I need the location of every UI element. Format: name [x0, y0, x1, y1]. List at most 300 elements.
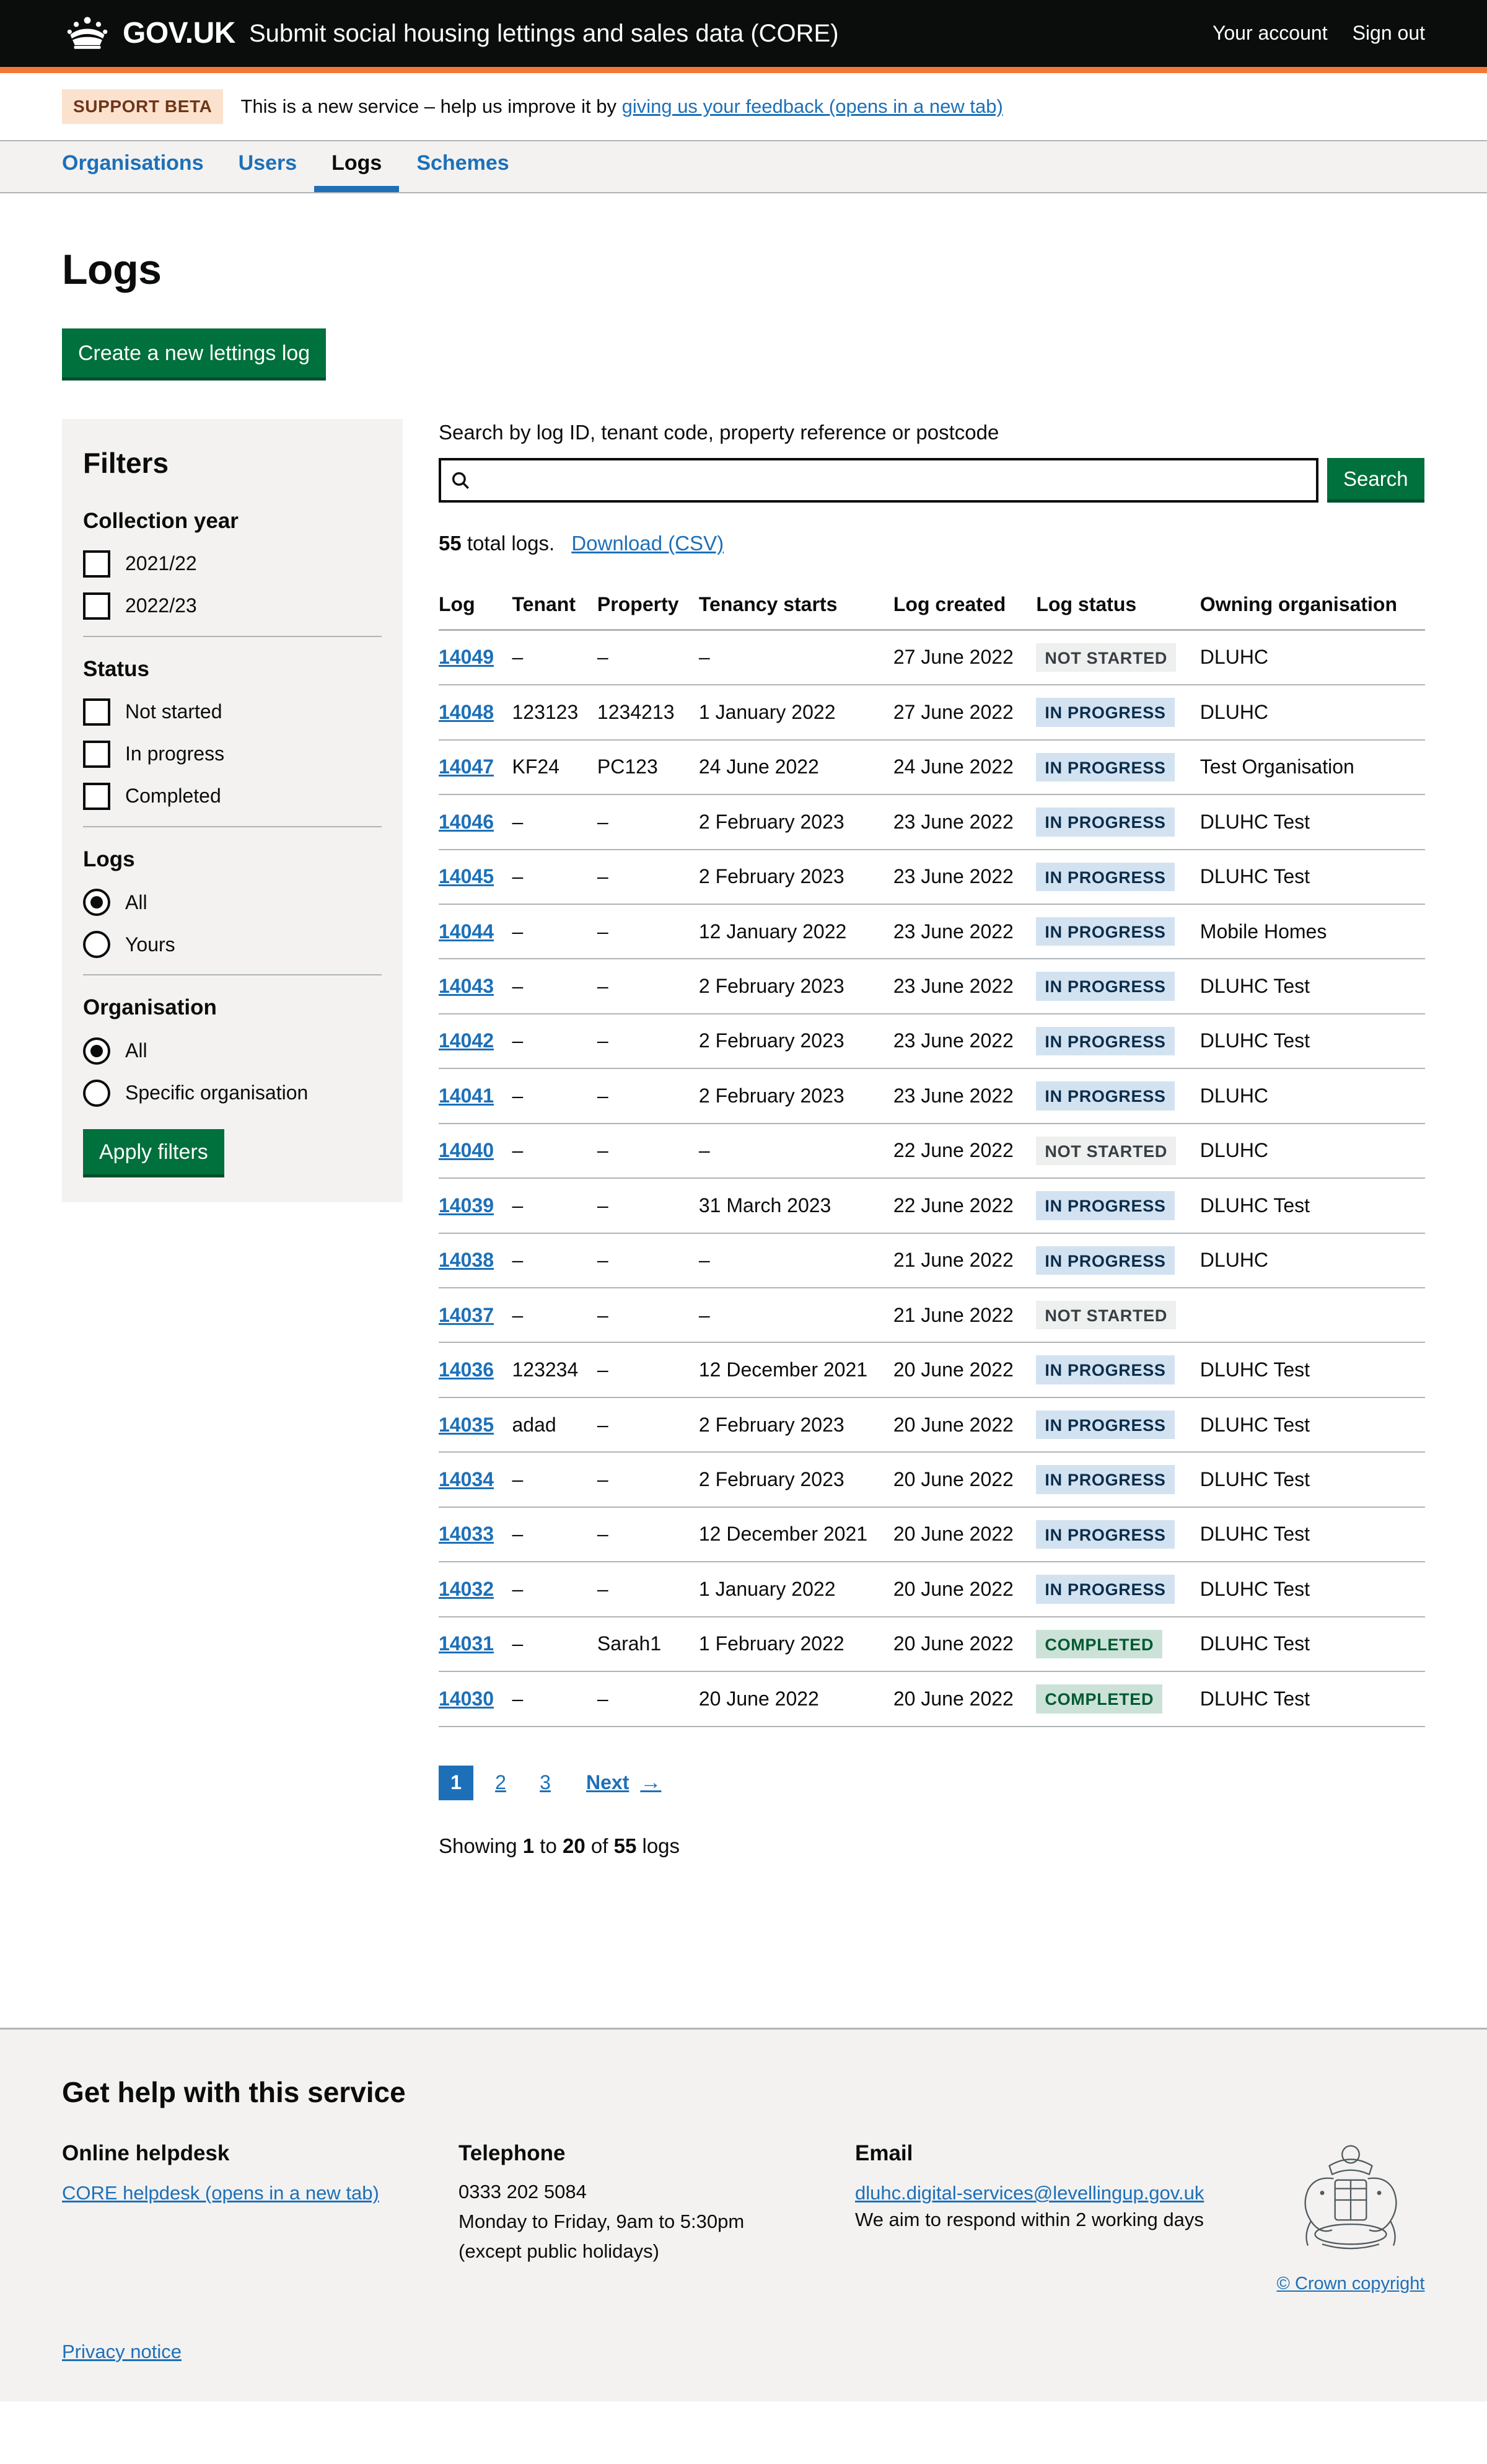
cell-tenancy-starts: 12 December 2021	[699, 1342, 893, 1397]
log-id-link[interactable]: 14031	[439, 1632, 494, 1655]
cell-owning-organisation: DLUHC Test	[1200, 794, 1425, 849]
download-csv-link[interactable]: Download (CSV)	[571, 532, 724, 555]
phase-tag: SUPPORT BETA	[62, 89, 223, 124]
main-content	[0, 193, 1487, 1991]
cell-tenancy-starts: 12 January 2022	[699, 904, 893, 959]
table-row	[439, 1507, 1425, 1562]
cell-log-status	[1036, 904, 1200, 959]
govuk-logo-text: GOV.UK	[123, 16, 235, 50]
nav-item-users[interactable]: Users	[238, 151, 297, 175]
cell-property: –	[597, 1068, 699, 1123]
sign-out-link[interactable]: Sign out	[1352, 22, 1425, 45]
filter-option-label: Not started	[125, 700, 222, 723]
pagination-next-link[interactable]	[586, 1769, 661, 1797]
filter-divider	[83, 826, 382, 827]
filter-group-collection-year	[83, 506, 382, 620]
cell-property: –	[597, 1397, 699, 1452]
log-id-link[interactable]: 14047	[439, 755, 494, 778]
phase-banner-message: This is a new service – help us improve it by	[240, 95, 616, 117]
log-id-link[interactable]: 14045	[439, 865, 494, 888]
cell-log-created: 20 June 2022	[893, 1507, 1037, 1562]
cell-owning-organisation: DLUHC Test	[1200, 1178, 1425, 1233]
results-summary	[439, 530, 1425, 558]
cell-tenancy-starts: 31 March 2023	[699, 1178, 893, 1233]
cell-property: –	[597, 904, 699, 959]
column-header-tenancy-starts: Tenancy starts	[699, 580, 893, 630]
column-header-log-status: Log status	[1036, 580, 1200, 630]
cell-owning-organisation: DLUHC Test	[1200, 1562, 1425, 1616]
filter-option-in-progress[interactable]	[83, 741, 382, 768]
cell-log-status	[1036, 794, 1200, 849]
log-id-link[interactable]: 14044	[439, 920, 494, 943]
cell-owning-organisation: DLUHC	[1200, 1233, 1425, 1288]
column-header-tenant: Tenant	[512, 580, 597, 630]
cell-property: –	[597, 794, 699, 849]
log-id-link[interactable]: 14049	[439, 646, 494, 669]
cell-owning-organisation: DLUHC	[1200, 630, 1425, 685]
search-box[interactable]	[439, 458, 1318, 503]
privacy-notice-link[interactable]: Privacy notice	[62, 2340, 182, 2362]
cell-owning-organisation: Test Organisation	[1200, 740, 1425, 794]
log-id-link[interactable]: 14041	[439, 1084, 494, 1107]
cell-log	[439, 1562, 512, 1616]
column-header-log-created: Log created	[893, 580, 1037, 630]
log-id-link[interactable]: 14046	[439, 810, 494, 833]
table-row	[439, 1233, 1425, 1288]
cell-log	[439, 1233, 512, 1288]
phase-banner	[0, 73, 1487, 141]
cell-tenancy-starts: –	[699, 630, 893, 685]
cell-owning-organisation: DLUHC Test	[1200, 1397, 1425, 1452]
cell-log	[439, 1014, 512, 1068]
cell-owning-organisation: DLUHC Test	[1200, 1671, 1425, 1726]
filters-panel	[62, 419, 403, 1202]
crown-icon	[62, 15, 113, 51]
cell-owning-organisation: DLUHC Test	[1200, 850, 1425, 904]
cell-log-status	[1036, 959, 1200, 1013]
table-row	[439, 1562, 1425, 1616]
cell-property: –	[597, 959, 699, 1013]
cell-log	[439, 1452, 512, 1507]
nav-item-logs[interactable]: Logs	[314, 141, 399, 192]
cell-tenancy-starts: –	[699, 1124, 893, 1178]
cell-tenant: 123234	[512, 1342, 597, 1397]
status-badge: IN PROGRESS	[1036, 1027, 1174, 1055]
cell-log-status	[1036, 740, 1200, 794]
filter-group-title-status: Status	[83, 656, 149, 681]
cell-log	[439, 850, 512, 904]
cell-tenant: –	[512, 1452, 597, 1507]
cell-owning-organisation: DLUHC Test	[1200, 1507, 1425, 1562]
filter-group-title-logs: Logs	[83, 847, 135, 872]
status-badge: IN PROGRESS	[1036, 1575, 1174, 1603]
cell-log-created: 20 June 2022	[893, 1671, 1037, 1726]
cell-tenancy-starts: 24 June 2022	[699, 740, 893, 794]
showing-total: 55	[613, 1834, 637, 1857]
cell-property: –	[597, 1452, 699, 1507]
cell-property: 1234213	[597, 685, 699, 739]
status-badge: IN PROGRESS	[1036, 917, 1174, 946]
table-row	[439, 959, 1425, 1013]
status-badge: IN PROGRESS	[1036, 1246, 1174, 1275]
cell-property: –	[597, 1014, 699, 1068]
cell-property: –	[597, 630, 699, 685]
cell-log	[439, 1671, 512, 1726]
log-id-link[interactable]: 14039	[439, 1194, 494, 1217]
cell-tenant: –	[512, 904, 597, 959]
cell-property: –	[597, 1124, 699, 1178]
filter-option-label: In progress	[125, 742, 225, 765]
table-row	[439, 850, 1425, 904]
table-row	[439, 740, 1425, 794]
filter-option-organisation-all[interactable]	[83, 1037, 382, 1065]
status-badge: IN PROGRESS	[1036, 807, 1174, 836]
filter-option-label: Yours	[125, 933, 175, 956]
cell-log-status	[1036, 1233, 1200, 1288]
cell-tenant: –	[512, 1288, 597, 1342]
email-title: Email	[855, 2141, 913, 2165]
cell-log	[439, 1178, 512, 1233]
cell-property: Sarah1	[597, 1617, 699, 1671]
crown-copyright-link[interactable]: © Crown copyright	[1276, 2274, 1425, 2294]
table-row	[439, 1671, 1425, 1726]
status-badge: IN PROGRESS	[1036, 698, 1174, 726]
filter-option-2021-22[interactable]	[83, 550, 382, 578]
log-id-link[interactable]: 14040	[439, 1139, 494, 1162]
cell-tenancy-starts: 2 February 2023	[699, 1068, 893, 1123]
cell-tenant: –	[512, 794, 597, 849]
log-id-link[interactable]: 14036	[439, 1358, 494, 1381]
log-id-link[interactable]: 14042	[439, 1029, 494, 1052]
log-id-link[interactable]: 14030	[439, 1687, 494, 1710]
filter-option-logs-yours[interactable]	[83, 931, 382, 958]
cell-log-created: 23 June 2022	[893, 1014, 1037, 1068]
cell-tenant: –	[512, 850, 597, 904]
core-helpdesk-link[interactable]: CORE helpdesk (opens in a new tab)	[62, 2182, 379, 2204]
table-row	[439, 1068, 1425, 1123]
page-title: Logs	[62, 245, 162, 293]
cell-log	[439, 685, 512, 739]
column-header-property: Property	[597, 580, 699, 630]
cell-property: PC123	[597, 740, 699, 794]
status-badge: IN PROGRESS	[1036, 863, 1174, 891]
filter-option-label: Specific organisation	[125, 1081, 309, 1104]
status-badge: IN PROGRESS	[1036, 1081, 1174, 1110]
cell-log-status	[1036, 850, 1200, 904]
cell-log	[439, 1068, 512, 1123]
filter-option-logs-all[interactable]	[83, 889, 382, 916]
status-badge: IN PROGRESS	[1036, 1520, 1174, 1549]
cell-log-created: 23 June 2022	[893, 959, 1037, 1013]
cell-tenant: –	[512, 1014, 597, 1068]
search-label: Search by log ID, tenant code, property reference or postcode	[439, 421, 999, 444]
status-badge: IN PROGRESS	[1036, 1191, 1174, 1220]
cell-log-created: 27 June 2022	[893, 630, 1037, 685]
log-id-link[interactable]: 14034	[439, 1467, 494, 1490]
column-header-owning-organisation: Owning organisation	[1200, 580, 1425, 630]
pagination-page-1[interactable]: 1	[439, 1766, 473, 1800]
status-badge: NOT STARTED	[1036, 1137, 1176, 1165]
cell-property: –	[597, 1562, 699, 1616]
cell-owning-organisation: DLUHC	[1200, 1068, 1425, 1123]
table-row	[439, 1288, 1425, 1342]
cell-log	[439, 794, 512, 849]
filters-heading: Filters	[83, 447, 169, 480]
filter-group-status	[83, 654, 382, 810]
filter-option-label: Completed	[125, 785, 221, 807]
telephone-hours: Monday to Friday, 9am to 5:30pm	[458, 2210, 745, 2232]
cell-log-status	[1036, 1617, 1200, 1671]
cell-log	[439, 1342, 512, 1397]
cell-log-created: 23 June 2022	[893, 850, 1037, 904]
cell-log-created: 23 June 2022	[893, 904, 1037, 959]
cell-tenant: –	[512, 1124, 597, 1178]
cell-owning-organisation: DLUHC Test	[1200, 1617, 1425, 1671]
checkbox-icon[interactable]	[83, 592, 110, 620]
cell-log-created: 24 June 2022	[893, 740, 1037, 794]
cell-owning-organisation: DLUHC Test	[1200, 1452, 1425, 1507]
filter-group-logs	[83, 845, 382, 958]
cell-property: –	[597, 1233, 699, 1288]
cell-log-status	[1036, 1014, 1200, 1068]
cell-tenancy-starts: 12 December 2021	[699, 1507, 893, 1562]
cell-tenant: adad	[512, 1397, 597, 1452]
page-footer	[0, 2028, 1487, 2402]
cell-tenancy-starts: 2 February 2023	[699, 850, 893, 904]
cell-log-status	[1036, 1342, 1200, 1397]
cell-owning-organisation: DLUHC Test	[1200, 1342, 1425, 1397]
status-badge: IN PROGRESS	[1036, 1355, 1174, 1384]
cell-log-created: 20 June 2022	[893, 1562, 1037, 1616]
pagination	[439, 1766, 1425, 1800]
filter-option-not-started[interactable]	[83, 698, 382, 726]
log-id-link[interactable]: 14043	[439, 975, 494, 998]
showing-from: 1	[522, 1834, 535, 1857]
site-header	[0, 0, 1487, 67]
pagination-page-3[interactable]: 3	[540, 1771, 551, 1793]
status-badge: IN PROGRESS	[1036, 1465, 1174, 1494]
cell-log	[439, 1507, 512, 1562]
telephone-note: (except public holidays)	[458, 2240, 659, 2262]
header-links	[1213, 20, 1425, 46]
total-logs-suffix: total logs.	[467, 532, 555, 555]
cell-owning-organisation	[1200, 1288, 1425, 1342]
cell-tenant: –	[512, 1671, 597, 1726]
cell-tenant: –	[512, 1507, 597, 1562]
filter-option-completed[interactable]	[83, 783, 382, 810]
filter-option-2022-23[interactable]	[83, 592, 382, 620]
table-header-row	[439, 580, 1425, 630]
cell-log-created: 20 June 2022	[893, 1617, 1037, 1671]
cell-tenancy-starts: 2 February 2023	[699, 1014, 893, 1068]
search-icon	[450, 470, 471, 491]
arrow-right-icon: →	[640, 1770, 662, 1794]
log-id-link[interactable]: 14037	[439, 1303, 494, 1326]
cell-log-status	[1036, 1452, 1200, 1507]
cell-tenancy-starts: –	[699, 1233, 893, 1288]
cell-log-status	[1036, 685, 1200, 739]
cell-tenancy-starts: 1 January 2022	[699, 1562, 893, 1616]
showing-of: of	[590, 1834, 608, 1857]
footer-col-online-helpdesk	[62, 2139, 458, 2297]
cell-log	[439, 630, 512, 685]
showing-prefix: Showing	[439, 1834, 517, 1857]
cell-log-created: 22 June 2022	[893, 1178, 1037, 1233]
primary-navigation	[0, 141, 1487, 193]
table-row	[439, 1178, 1425, 1233]
table-row	[439, 630, 1425, 685]
cell-log-status	[1036, 1562, 1200, 1616]
cell-tenancy-starts: 1 February 2022	[699, 1617, 893, 1671]
create-new-lettings-log-button[interactable]: Create a new lettings log	[62, 328, 326, 381]
cell-log-status	[1036, 1671, 1200, 1726]
cell-tenancy-starts: 1 January 2022	[699, 685, 893, 739]
status-badge: IN PROGRESS	[1036, 753, 1174, 781]
log-id-link[interactable]: 14035	[439, 1413, 494, 1436]
status-badge: NOT STARTED	[1036, 1301, 1176, 1329]
cell-log	[439, 1288, 512, 1342]
footer-heading: Get help with this service	[62, 2075, 406, 2108]
cell-owning-organisation: DLUHC	[1200, 1124, 1425, 1178]
cell-property: –	[597, 850, 699, 904]
filter-option-label: All	[125, 1039, 147, 1062]
status-badge: COMPLETED	[1036, 1684, 1162, 1713]
filter-option-label: 2021/22	[125, 552, 197, 575]
cell-tenancy-starts: 2 February 2023	[699, 794, 893, 849]
cell-log-status	[1036, 1178, 1200, 1233]
cell-log	[439, 740, 512, 794]
logs-table-body	[439, 630, 1425, 1726]
nav-item-organisations[interactable]: Organisations	[62, 151, 204, 175]
table-row	[439, 685, 1425, 739]
results-panel	[439, 419, 1425, 1860]
search-button[interactable]: Search	[1327, 458, 1424, 503]
cell-log-created: 22 June 2022	[893, 1124, 1037, 1178]
cell-log	[439, 1124, 512, 1178]
pagination-next-label: Next	[586, 1771, 629, 1793]
status-badge: COMPLETED	[1036, 1630, 1162, 1658]
cell-tenant: 123123	[512, 685, 597, 739]
telephone-title: Telephone	[458, 2141, 566, 2165]
cell-log-created: 23 June 2022	[893, 794, 1037, 849]
radio-icon[interactable]	[83, 931, 110, 958]
cell-owning-organisation: Mobile Homes	[1200, 904, 1425, 959]
filter-option-label: 2022/23	[125, 594, 197, 617]
footer-columns	[62, 2139, 1425, 2297]
cell-owning-organisation: DLUHC Test	[1200, 959, 1425, 1013]
nav-item-schemes[interactable]: Schemes	[416, 151, 509, 175]
apply-filters-wrap	[83, 1129, 382, 1177]
feedback-link[interactable]: giving us your feedback (opens in a new tab)	[621, 95, 1003, 117]
cell-tenant: –	[512, 1562, 597, 1616]
online-helpdesk-title: Online helpdesk	[62, 2141, 230, 2165]
cell-property: –	[597, 1178, 699, 1233]
cell-tenant: –	[512, 1178, 597, 1233]
log-id-link[interactable]: 14048	[439, 700, 494, 723]
cell-log	[439, 959, 512, 1013]
filter-group-title-organisation: Organisation	[83, 995, 217, 1020]
table-row	[439, 1452, 1425, 1507]
table-row	[439, 1124, 1425, 1178]
cell-log-status	[1036, 1507, 1200, 1562]
checkbox-icon[interactable]	[83, 741, 110, 768]
filter-divider	[83, 636, 382, 637]
cell-owning-organisation: DLUHC Test	[1200, 1014, 1425, 1068]
telephone-number: 0333 202 5084	[458, 2181, 587, 2203]
status-badge: IN PROGRESS	[1036, 1410, 1174, 1439]
cell-log-status	[1036, 1124, 1200, 1178]
your-account-link[interactable]: Your account	[1212, 22, 1328, 45]
phase-accent-bar	[0, 67, 1487, 73]
table-row	[439, 1342, 1425, 1397]
pagination-page-2[interactable]: 2	[495, 1771, 506, 1793]
log-id-link[interactable]: 14038	[439, 1249, 494, 1272]
filter-group-organisation	[83, 993, 382, 1106]
cell-owning-organisation: DLUHC	[1200, 685, 1425, 739]
cell-log-created: 20 June 2022	[893, 1397, 1037, 1452]
radio-icon[interactable]	[83, 889, 110, 916]
cell-log	[439, 1617, 512, 1671]
cell-property: –	[597, 1288, 699, 1342]
radio-icon[interactable]	[83, 1080, 110, 1107]
table-row	[439, 1014, 1425, 1068]
cell-property: –	[597, 1342, 699, 1397]
cell-tenancy-starts: –	[699, 1288, 893, 1342]
cell-log-status	[1036, 1288, 1200, 1342]
cell-tenancy-starts: 20 June 2022	[699, 1671, 893, 1726]
cell-log-created: 20 June 2022	[893, 1342, 1037, 1397]
cell-log-status	[1036, 1397, 1200, 1452]
cell-log-created: 20 June 2022	[893, 1452, 1037, 1507]
checkbox-icon[interactable]	[83, 783, 110, 810]
showing-to: 20	[563, 1834, 586, 1857]
checkbox-icon[interactable]	[83, 550, 110, 578]
showing-middle: to	[540, 1834, 557, 1857]
cell-log	[439, 904, 512, 959]
log-id-link[interactable]: 14033	[439, 1523, 494, 1546]
log-id-link[interactable]: 14032	[439, 1577, 494, 1600]
cell-tenancy-starts: 2 February 2023	[699, 959, 893, 1013]
cell-tenant: –	[512, 630, 597, 685]
cell-log-created: 21 June 2022	[893, 1233, 1037, 1288]
filter-option-label: All	[125, 891, 147, 913]
showing-summary	[439, 1833, 1425, 1860]
checkbox-icon[interactable]	[83, 698, 110, 726]
content-columns	[62, 419, 1425, 1860]
cell-log	[439, 1397, 512, 1452]
search-input[interactable]	[477, 460, 1307, 500]
cell-log-status	[1036, 1068, 1200, 1123]
cell-tenant: –	[512, 1617, 597, 1671]
cell-log-created: 27 June 2022	[893, 685, 1037, 739]
table-row	[439, 794, 1425, 849]
radio-icon[interactable]	[83, 1037, 110, 1065]
filter-option-specific-organisation[interactable]	[83, 1080, 382, 1107]
footer-col-email	[855, 2139, 1252, 2297]
filter-group-title-collection-year: Collection year	[83, 508, 239, 533]
search-row	[439, 458, 1425, 503]
apply-filters-button[interactable]: Apply filters	[83, 1129, 224, 1177]
column-header-log: Log	[439, 580, 512, 630]
cell-tenancy-starts: 2 February 2023	[699, 1397, 893, 1452]
footer-col-telephone	[458, 2139, 855, 2297]
privacy-notice-wrap	[62, 2339, 1425, 2365]
table-row	[439, 904, 1425, 959]
email-address-link[interactable]: dluhc.digital-services@levellingup.gov.uk	[855, 2182, 1204, 2204]
cell-tenancy-starts: 2 February 2023	[699, 1452, 893, 1507]
table-row	[439, 1617, 1425, 1671]
total-logs-count: 55	[439, 532, 462, 555]
